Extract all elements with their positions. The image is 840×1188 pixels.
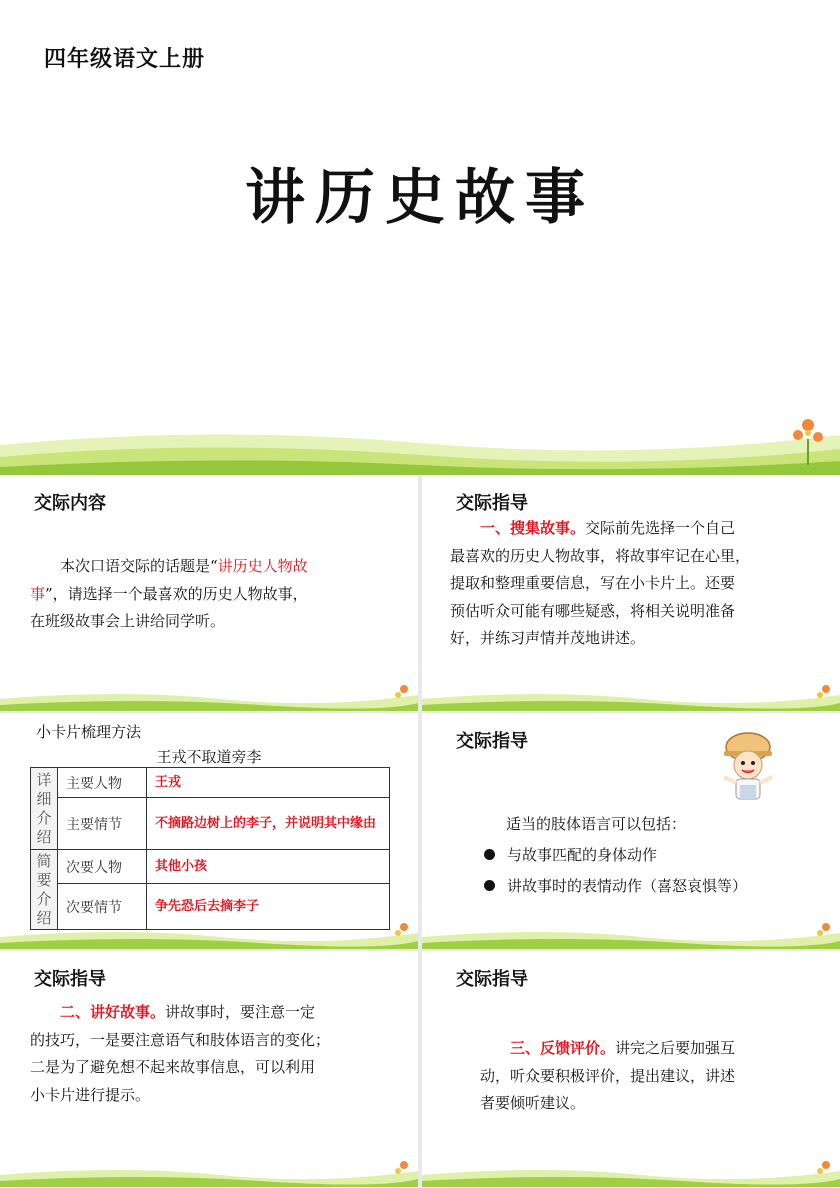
cover-slide: [0, 0, 840, 475]
grass-decoration: [0, 677, 418, 711]
slide-paragraph: 一、搜集故事。交际前先选择一个自己 最喜欢的历史人物故事，将故事牢记在心里， 提取和整理重要信息，写在小卡片上。还要 预估听众可能有哪些疑惑，将相关说明准备 好，并练习声情并茂地讲述。: [450, 519, 751, 647]
row-key: 主要情节: [58, 798, 147, 850]
row-value: 争先恐后去摘李子: [147, 884, 390, 930]
slide-title: 交际内容: [34, 493, 106, 514]
row-key: 次要情节: [58, 884, 147, 930]
table-row: [31, 798, 390, 850]
list-item: 讲故事时的表情动作（喜怒哀惧等）: [484, 875, 747, 896]
table-row: [31, 850, 390, 884]
body-language-list: [484, 813, 747, 906]
grade-label: 四年级语文上册: [44, 46, 206, 72]
slide-paragraph: 三、反馈评价。讲完之后要加强互 动，听众要积极评价，提出建议，讲述 者要倾听建议。: [480, 1039, 736, 1112]
slide-paragraph: 本次口语交际的话题是“讲历史人物故 事”，请选择一个最喜欢的历史人物故事， 在班级故事会上讲给同学听。: [30, 557, 308, 630]
card-method-heading: 小卡片梳理方法: [36, 723, 142, 741]
slide-paragraph: 二、讲好故事。讲故事时，要注意一定 的技巧，一是要注意语气和肢体语言的变化； 二是为了避免想不起来故事信息，可以利用 小卡片进行提示。: [30, 1003, 331, 1104]
row-value: 不摘路边树上的李子，并说明其中缘由: [147, 798, 390, 850]
row-value: 王戎: [147, 768, 390, 798]
slide-title: 交际指导: [456, 731, 528, 752]
cartoon-kid-icon: [716, 725, 780, 805]
group-label: 详细介绍: [31, 768, 58, 850]
slide-title: 交际指导: [34, 969, 106, 990]
grass-decoration: [0, 915, 418, 949]
list-intro: 适当的肢体语言可以包括：: [506, 815, 687, 833]
slide-guidance-feedback: [422, 951, 840, 1187]
grass-decoration: [422, 677, 840, 711]
row-value: 其他小孩: [147, 850, 390, 884]
slide-title: 交际指导: [456, 493, 528, 514]
slide-guidance-tell: [0, 951, 418, 1187]
slide-communication-content: [0, 475, 418, 711]
slide-guidance-collect: [422, 475, 840, 711]
slide-title: 交际指导: [456, 969, 528, 990]
grass-decoration: [422, 915, 840, 949]
group-label: 简要介绍: [31, 850, 58, 930]
page-title: 讲历史故事: [245, 163, 595, 233]
slide-card-method: [0, 713, 418, 949]
slide-guidance-body-language: [422, 713, 840, 949]
list-item: 与故事匹配的身体动作: [484, 844, 747, 865]
row-key: 主要人物: [58, 768, 147, 798]
story-name: 王戎不取道旁李: [156, 748, 262, 766]
grass-decoration: [0, 405, 840, 475]
row-key: 次要人物: [58, 850, 147, 884]
grass-decoration: [422, 1153, 840, 1187]
table-row: [31, 768, 390, 798]
story-card-table: [30, 767, 390, 930]
grass-decoration: [0, 1153, 418, 1187]
